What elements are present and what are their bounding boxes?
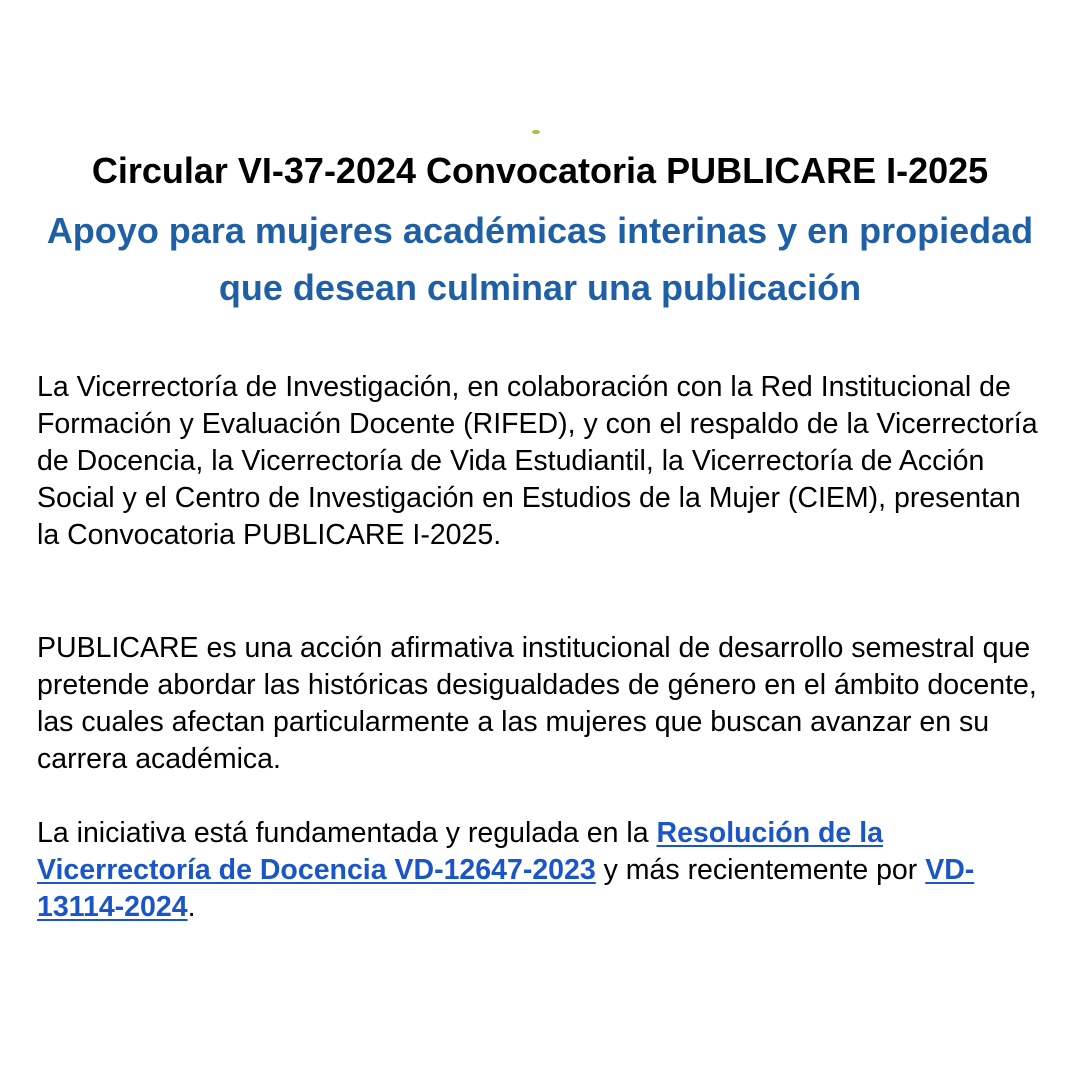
decorative-dot (532, 130, 540, 134)
page-subtitle: Apoyo para mujeres académicas interinas y en propiedad que desean culminar una publicación (46, 210, 1034, 308)
paragraph-description: PUBLICARE es una acción afirmativa institucional de desarrollo semestral que pretende abordar las históricas desigualdades de género en el ámbito docente, las cuales afectan particularmente a las mujeres que buscan avanzar en su carrera académica. (37, 632, 1037, 775)
paragraph-regulation (37, 815, 1047, 926)
regulation-text-middle: y más recientemente por (595, 854, 926, 886)
regulation-text-end: . (187, 891, 196, 923)
regulation-text-start: La iniciativa está fundamentada y regulada en la (37, 817, 657, 849)
page-title: Circular VI-37-2024 Convocatoria PUBLICARE I-2025 (91, 150, 989, 191)
resolution-vd-12647-link[interactable]: Resolución de la Vicerrectoría de Docencia VD-12647-2023 (37, 817, 883, 886)
resolution-vd-13114-link[interactable]: VD-13114-2024 (37, 854, 975, 923)
paragraph-intro: La Vicerrectoría de Investigación, en colaboración con la Red Institucional de Formación y Evaluación Docente (RIFED), y con el respaldo de la Vicerrectoría de Docencia, la Vicerrectoría de Vida Estudiantil, la Vicerrectoría de Acción Social y el Centro de Investigación en Estudios de la Mujer (CIEM), presentan la Convocatoria PUBLICARE I-2025. (37, 371, 1038, 551)
